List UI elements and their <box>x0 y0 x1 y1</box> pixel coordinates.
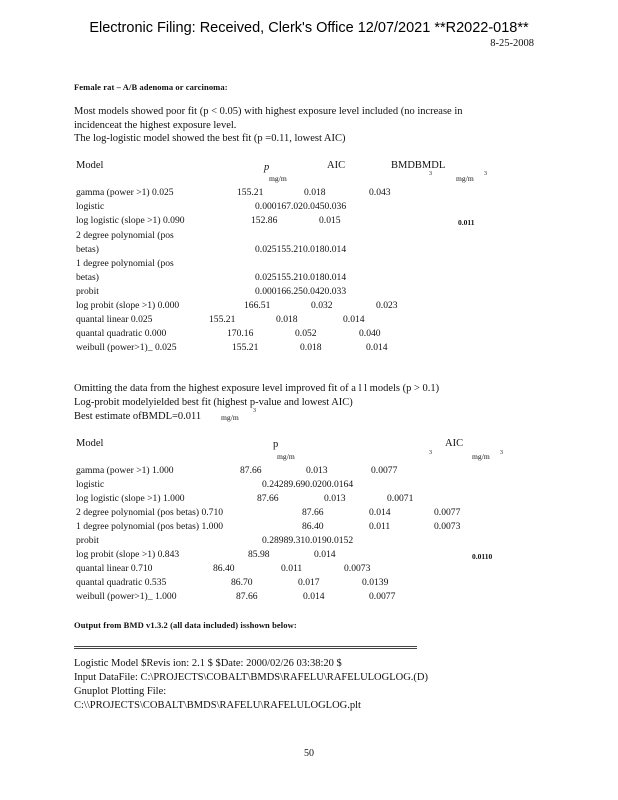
t2-row-4-bmd: 0.011 <box>369 521 391 532</box>
t1-row-7-values: 0.000166.250.0420.033 <box>255 286 347 297</box>
t1-row-0-bmdl: 0.043 <box>369 187 391 198</box>
t2-row-8-bmdl: 0.0139 <box>362 577 389 588</box>
t1-header-model: Model <box>76 160 104 171</box>
t2-row-0-aic: 87.66 <box>240 465 262 476</box>
t1-header-bmd: BMDBMDL <box>391 160 446 171</box>
t2-row-6-bmdl: 0.0110 <box>472 552 493 561</box>
t1-row-4-model: betas) <box>76 244 99 255</box>
t1-row-1-model: logistic <box>76 201 105 212</box>
t1-row-8-bmdl: 0.023 <box>376 300 398 311</box>
t1-row-6-model: betas) <box>76 272 99 283</box>
code-line-1: Logistic Model $Revis ion: 2.1 $ $Date: 2000/02/26 03:38:20 $ <box>74 658 342 669</box>
t1-row-9-bmd: 0.018 <box>276 314 298 325</box>
t1-row-0-model: gamma (power >1) 0.025 <box>76 187 174 198</box>
page-number: 50 <box>304 748 314 759</box>
t2-row-2-bmd: 0.013 <box>324 493 346 504</box>
section2-para-line3: Best estimate ofBMDL=0.011 <box>74 411 202 422</box>
t1-row-4-values: 0.025155.210.0180.014 <box>255 244 347 255</box>
t2-header-sup1: 3 <box>429 450 432 456</box>
t2-row-4-aic: 86.40 <box>302 521 324 532</box>
section2-para-sup: 3 <box>253 408 256 414</box>
t1-row-9-bmdl: 0.014 <box>343 314 365 325</box>
t1-row-9-model: quantal linear 0.025 <box>76 314 153 325</box>
t1-row-2-model: log logistic (slope >1) 0.090 <box>76 215 185 226</box>
t2-row-4-model: 1 degree polynomial (pos betas) 1.000 <box>76 521 224 532</box>
t2-row-6-model: log probit (slope >1) 0.843 <box>76 549 180 560</box>
t2-row-3-bmd: 0.014 <box>369 507 391 518</box>
t2-row-0-model: gamma (power >1) 1.000 <box>76 465 174 476</box>
t2-header-p: p <box>273 439 279 450</box>
t2-row-3-model: 2 degree polynomial (pos betas) 0.710 <box>76 507 224 518</box>
t2-row-7-bmd: 0.011 <box>281 563 303 574</box>
t2-row-6-aic: 85.98 <box>248 549 270 560</box>
section2-para-unit: mg/m <box>221 413 239 422</box>
t1-row-6-values: 0.025155.210.0180.014 <box>255 272 347 283</box>
t1-row-10-bmd: 0.052 <box>295 328 317 339</box>
t1-row-10-bmdl: 0.040 <box>359 328 381 339</box>
t2-header-unit2: mg/m <box>472 452 490 461</box>
section1-heading: Female rat – A/B adenoma or carcinoma: <box>74 82 228 92</box>
t2-header-model: Model <box>76 438 104 449</box>
t2-row-9-model: weibull (power>1)_ 1.000 <box>76 591 177 602</box>
t1-row-2-bmd: 0.015 <box>319 215 341 226</box>
t1-row-7-model: probit <box>76 286 99 297</box>
t2-row-8-model: quantal quadratic 0.535 <box>76 577 167 588</box>
section1-para-line2: incidenceat the highest exposure level. <box>74 120 237 131</box>
t1-row-11-model: weibull (power>1)_ 0.025 <box>76 342 177 353</box>
t1-row-10-aic: 170.16 <box>227 328 254 339</box>
t2-row-7-aic: 86.40 <box>213 563 235 574</box>
t1-row-11-aic: 155.21 <box>232 342 259 353</box>
t1-header-unit2: mg/m <box>456 174 474 183</box>
t2-row-2-aic: 87.66 <box>257 493 279 504</box>
t1-row-0-aic: 155.21 <box>237 187 264 198</box>
t1-row-8-bmd: 0.032 <box>311 300 333 311</box>
t2-row-4-bmdl: 0.0073 <box>434 521 461 532</box>
code-line-2: Input DataFile: C:\PROJECTS\COBALT\BMDS\RAFELU\RAFELULOGLOG.(D) <box>74 672 429 683</box>
t1-row-11-bmdl: 0.014 <box>366 342 388 353</box>
t2-row-5-model: probit <box>76 535 99 546</box>
t2-row-6-bmd: 0.014 <box>314 549 336 560</box>
t2-row-2-model: log logistic (slope >1) 1.000 <box>76 493 185 504</box>
t2-row-3-aic: 87.66 <box>302 507 324 518</box>
t1-row-8-model: log probit (slope >1) 0.000 <box>76 300 180 311</box>
t2-row-0-bmd: 0.013 <box>306 465 328 476</box>
t1-header-sup1: 3 <box>429 171 432 177</box>
section1-para-line1: Most models showed poor fit (p < 0.05) with highest exposure level included (no increase in <box>74 106 463 117</box>
t1-row-0-bmd: 0.018 <box>304 187 326 198</box>
section1-para-line3: The log-logistic model showed the best fit (p =0.11, lowest AIC) <box>74 133 346 144</box>
separator-rule <box>74 646 417 649</box>
t2-header-unit1: mg/m <box>277 452 295 461</box>
section2-para-line1: Omitting the data from the highest exposure level improved fit of a l l models (p > 0.1) <box>74 383 440 394</box>
t2-row-8-aic: 86.70 <box>231 577 253 588</box>
t2-row-2-bmdl: 0.0071 <box>387 493 414 504</box>
t2-row-7-bmdl: 0.0073 <box>344 563 371 574</box>
t2-row-8-bmd: 0.017 <box>298 577 320 588</box>
section2-para-line2: Log-probit modelyielded best fit (highest p-value and lowest AIC) <box>74 397 353 408</box>
filing-stamp: Electronic Filing: Received, Clerk's Office 12/07/2021 **R2022-018** <box>89 20 529 36</box>
t2-header-sup2: 3 <box>500 450 503 456</box>
t2-row-9-bmd: 0.014 <box>303 591 325 602</box>
t1-header-sup2: 3 <box>484 171 487 177</box>
t2-row-1-values: 0.24289.690.0200.0164 <box>262 479 354 490</box>
t2-row-0-bmdl: 0.0077 <box>371 465 398 476</box>
t2-row-9-bmdl: 0.0077 <box>369 591 396 602</box>
t1-header-p: p <box>264 162 270 173</box>
t2-row-7-model: quantal linear 0.710 <box>76 563 153 574</box>
t1-row-9-aic: 155.21 <box>209 314 236 325</box>
t1-row-3-model: 2 degree polynomial (pos <box>76 230 174 241</box>
t2-row-3-bmdl: 0.0077 <box>434 507 461 518</box>
t1-header-aic: AIC <box>327 160 346 171</box>
output-heading: Output from BMD v1.3.2 (all data included) isshown below: <box>74 620 297 630</box>
t1-row-2-aic: 152.86 <box>251 215 278 226</box>
t1-row-11-bmd: 0.018 <box>300 342 322 353</box>
t2-row-9-aic: 87.66 <box>236 591 258 602</box>
document-date: 8-25-2008 <box>490 38 534 49</box>
t1-row-5-model: 1 degree polynomial (pos <box>76 258 174 269</box>
t1-row-10-model: quantal quadratic 0.000 <box>76 328 167 339</box>
t2-header-aic: AIC <box>445 438 464 449</box>
code-line-3: Gnuplot Plotting File: <box>74 686 167 697</box>
t1-row-2-bmdl: 0.011 <box>458 218 475 227</box>
t2-row-5-values: 0.28989.310.0190.0152 <box>262 535 354 546</box>
code-line-4: C:\\PROJECTS\COBALT\BMDS\RAFELU\RAFELULOGLOG.plt <box>74 700 361 711</box>
t1-row-1-values: 0.000167.020.0450.036 <box>255 201 347 212</box>
t1-header-unit1: mg/m <box>269 174 287 183</box>
t1-row-8-aic: 166.51 <box>244 300 271 311</box>
t2-row-1-model: logistic <box>76 479 105 490</box>
